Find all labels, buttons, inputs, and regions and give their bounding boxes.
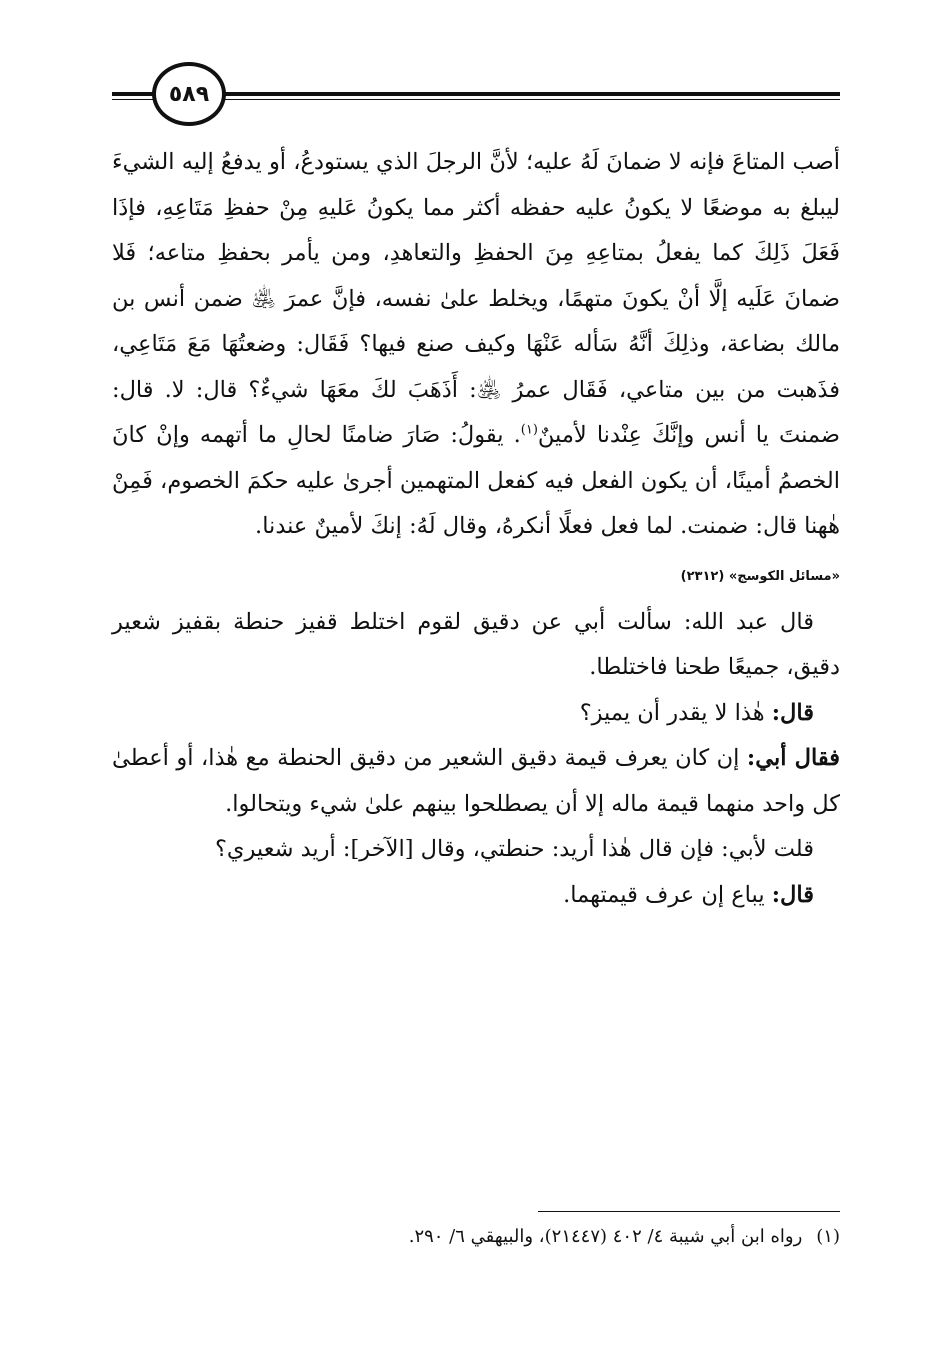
footnote-text: رواه ابن أبي شيبة ٤/ ٤٠٢ (٢١٤٤٧)، والبيهقي ٦/ ٢٩٠. bbox=[408, 1226, 803, 1247]
main-text bbox=[112, 140, 840, 918]
qa-lead: قال: bbox=[771, 699, 814, 726]
source-citation: «مسائل الكوسج» (٢٣١٢) bbox=[680, 568, 840, 584]
qa-text: إن كان يعرف قيمة دقيق الشعير من دقيق الحنطة مع هٰذا، أو أعطىٰ كل واحد منهما قيمة ماله إلا أن يصطلحوا بينهم علىٰ شيء ويتحالوا. bbox=[112, 745, 840, 817]
page-number: ٥٨٩ bbox=[168, 81, 210, 107]
qa-paragraph bbox=[112, 600, 840, 691]
qa-lead: قال: bbox=[771, 881, 814, 908]
narration-paragraph bbox=[112, 140, 840, 550]
qa-text: قال عبد الله: سألت أبي عن دقيق لقوم اختلط قفيز حنطة بقفيز شعير دقيق، جميعًا طحنا فاختلطا. bbox=[112, 608, 840, 680]
page-header bbox=[112, 62, 840, 128]
qa-text: قلت لأبي: فإن قال هٰذا أريد: حنطتي، وقال [الآخر]: أريد شعيري؟ bbox=[214, 836, 814, 862]
qa-text: يباع إن عرف قيمتهما. bbox=[563, 881, 772, 908]
narration-tail: . يقولُ: صَارَ ضامنًا لحالِ ما أتهمه وإنْ كانَ الخصمُ أمينًا، أن يكون الفعل فيه كفعل المتهمين أجرىٰ عليه حكمَ الخصوم، فَمِنْ هٰهنا قال: ضمنت. لما فعل فعلًا أنكرهُ، وقال لَهُ: إنكَ لأمينٌ عندنا. bbox=[112, 422, 840, 539]
qa-lead: فقال أبي: bbox=[746, 745, 840, 771]
footnote-ref: (١) bbox=[520, 422, 538, 438]
qa-text: هٰذا لا يقدر أن يميز؟ bbox=[579, 699, 772, 726]
qa-paragraph bbox=[112, 873, 840, 919]
footnote-number: (١) bbox=[816, 1226, 840, 1247]
footnote bbox=[112, 1222, 840, 1252]
page-number-badge bbox=[152, 62, 226, 126]
narration-text: أصب المتاعَ فإنه لا ضمانَ لَهُ عليه؛ لأنَّ الرجلَ الذي يستودعُ، أو يدفعُ إليه الشيءَ ليبلغ به موضعًا لا يكونُ عليه حفظه أكثر مما يكونُ عَليهِ مِنْ حفظِ مَتَاعِهِ، فإذَا فَعَلَ ذَلِكَ كما يفعلُ بمتاعِهِ مِنَ الحفظِ والتعاهدِ، ومن يأمر بحفظِ متاعه؛ فَلا ضمانَ عَلَيه إلَّا أنْ يكونَ متهمًا، ويخلط علىٰ نفسه، فإنَّ عمرَ ﵁ ضمن أنس بن مالك بضاعة، وذلِكَ أنَّهُ سَأله عَنْهَا وكيف صنع فيها؟ فَقَال: وضعتُهَا مَعَ مَتَاعِي، فذَهبت من بين متاعي، فَقَال عمرُ ﵁: أَذَهَبَ لكَ معَهَا شيءٌ؟ قال: لا. قال: ضمنتَ يا أنس وإنَّكَ عِنْدنا لأمينٌ bbox=[112, 149, 840, 448]
qa-paragraph bbox=[112, 691, 840, 737]
footnote-divider bbox=[538, 1211, 840, 1212]
qa-paragraph bbox=[112, 827, 840, 873]
qa-paragraph bbox=[112, 736, 840, 827]
